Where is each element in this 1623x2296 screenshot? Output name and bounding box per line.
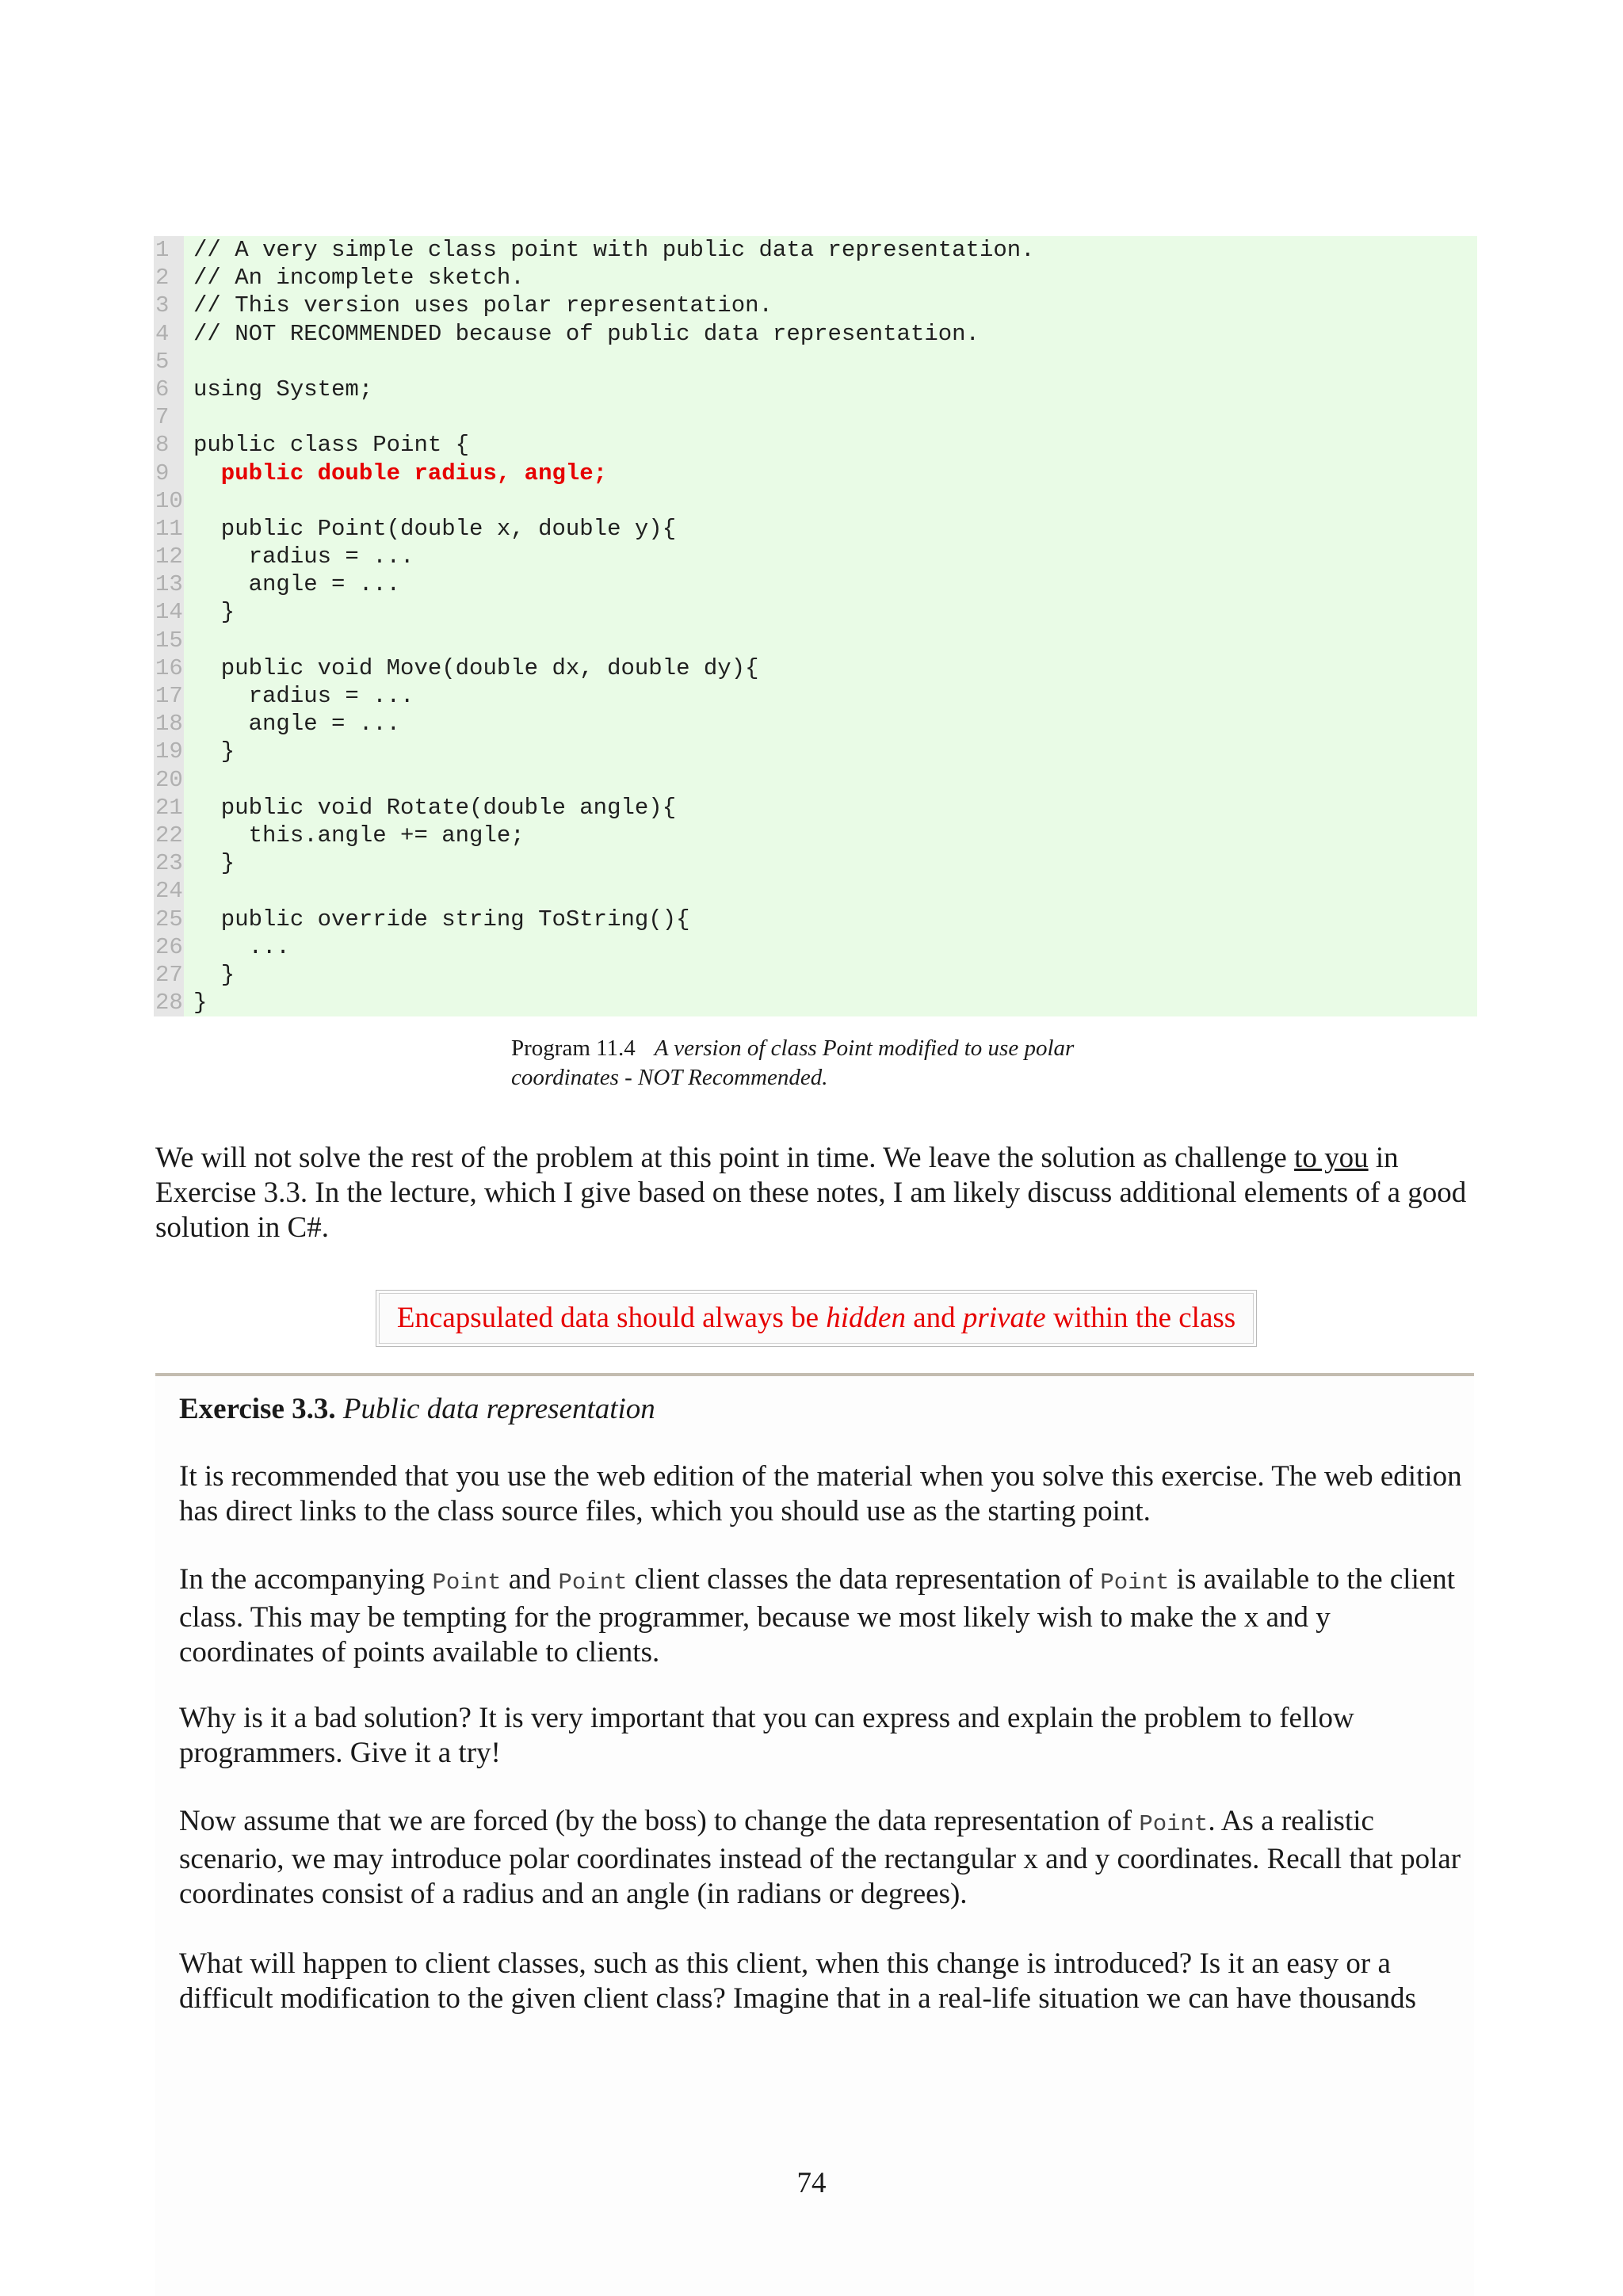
line-number: 15 (155, 627, 183, 654)
line-number: 1 (155, 237, 170, 263)
code-line (154, 376, 1477, 403)
code-text: } (193, 850, 235, 877)
code-line (154, 654, 1477, 682)
line-number: 21 (155, 794, 183, 821)
code-line (154, 627, 1477, 654)
line-number: 9 (155, 460, 170, 486)
exercise-number: Exercise 3.3. (179, 1393, 336, 1425)
code-line (154, 989, 1477, 1016)
code-text: public override string ToString(){ (193, 906, 690, 933)
callout-emphasis-private: private (962, 1302, 1046, 1334)
code-line (154, 348, 1477, 376)
exercise-paragraph-1: It is recommended that you use the web edition of the material when you solve this exercise. The web edition has direct links to the class source files, which you should use as the starting point. (179, 1460, 1462, 1527)
code-line (154, 710, 1477, 738)
exercise-paragraph-5: What will happen to client classes, such as this client, when this change is introduced? Is it an easy or a difficult modification to the given client class? Imagine that in a real-life situation we can have thousands (179, 1947, 1417, 2015)
line-number: 25 (155, 906, 183, 933)
callout-text (379, 1293, 1254, 1344)
code-line (154, 598, 1477, 626)
code-text: radius = ... (193, 683, 414, 709)
code-text: // A very simple class point with public data representation. (193, 237, 1035, 263)
code-line (154, 264, 1477, 292)
code-line (154, 794, 1477, 822)
exercise-paragraph-4 (179, 1804, 1463, 1912)
line-number: 18 (155, 711, 183, 738)
code-text: public void Move(double dx, double dy){ (193, 654, 759, 681)
to-you-link[interactable]: to you (1294, 1142, 1369, 1174)
line-number: 19 (155, 738, 183, 765)
ex-p4-text-a: Now assume that we are forced (by the boss) to change the data representation of (179, 1805, 1140, 1837)
point-link-2[interactable]: Point (558, 1569, 628, 1596)
code-text: using System; (193, 376, 373, 402)
body-text-1: We will not solve the rest of the problem at this point in time. We leave the solution as challenge (155, 1142, 1295, 1174)
line-number: 27 (155, 961, 183, 988)
body-text-2: in Exercise 3.3. In the lecture, which I give based on these notes, I am likely discuss additional elements of a good solution in C#. (155, 1142, 1467, 1244)
page-number: 74 (796, 2167, 827, 2199)
code-line (154, 849, 1477, 877)
code-lines (154, 236, 1477, 1016)
code-text: } (193, 599, 235, 626)
line-number: 23 (155, 850, 183, 877)
body-paragraph (155, 1141, 1487, 1245)
caption-label: Program 11.4 (511, 1035, 636, 1061)
line-number: 20 (155, 766, 183, 793)
line-number: 6 (155, 376, 170, 402)
code-text: // An incomplete sketch. (193, 265, 525, 292)
ex-p4-text-b: . As a realistic scenario, we may introduce polar coordinates instead of the rectangular x and y coordinates. Recall that polar coordinates consist of a radius and an angle (in radians or degrees). (179, 1805, 1461, 1910)
callout-box (376, 1290, 1257, 1347)
line-number: 13 (155, 571, 183, 598)
line-number: 16 (155, 654, 183, 681)
line-number: 12 (155, 543, 183, 570)
line-number: 8 (155, 432, 170, 459)
line-number: 17 (155, 683, 183, 709)
code-line (154, 906, 1477, 933)
exercise-paragraph-3: Why is it a bad solution? It is very important that you can express and explain the problem to fellow programmers. Give it a try! (179, 1702, 1354, 1769)
ex-p2-text-d: is available to the client class. This may be tempting for the programmer, because we most likely wish to make the x and y coordinates of points available to clients. (179, 1563, 1456, 1669)
callout-emphasis-hidden: hidden (826, 1302, 906, 1334)
code-line (154, 961, 1477, 989)
code-text: public double radius, angle; (193, 460, 608, 486)
code-text: public class Point { (193, 432, 470, 459)
caption-text: A version of class Point modified to use polar coordinates - NOT Recommended. (511, 1035, 1075, 1090)
line-number: 28 (155, 990, 183, 1016)
code-line (154, 431, 1477, 459)
exercise-title (179, 1392, 655, 1427)
code-line (154, 320, 1477, 348)
code-line (154, 543, 1477, 570)
exercise-box (155, 1376, 1474, 2296)
line-number: 24 (155, 878, 183, 905)
ex-p2-text-b: and (501, 1563, 559, 1596)
line-number: 3 (155, 292, 170, 319)
code-line (154, 292, 1477, 319)
code-line (154, 487, 1477, 515)
code-text: } (193, 961, 235, 988)
code-line (154, 236, 1477, 264)
code-text: } (193, 990, 208, 1016)
line-number: 5 (155, 348, 170, 375)
code-line (154, 877, 1477, 905)
line-number: 22 (155, 822, 183, 849)
code-text: angle = ... (193, 571, 401, 598)
ex-p2-text-c: client classes the data representation of (627, 1563, 1101, 1596)
code-text: angle = ... (193, 711, 401, 738)
code-text: // NOT RECOMMENDED because of public data representation. (193, 320, 980, 347)
code-line (154, 738, 1477, 765)
code-line (154, 515, 1477, 543)
code-line (154, 570, 1477, 598)
code-line (154, 682, 1477, 710)
exercise-paragraph-2 (179, 1562, 1463, 1670)
line-number: 11 (155, 515, 183, 542)
code-line (154, 766, 1477, 794)
code-text: this.angle += angle; (193, 822, 525, 849)
line-number: 2 (155, 265, 170, 292)
line-number: 26 (155, 933, 183, 960)
line-number: 14 (155, 599, 183, 626)
callout-part-2: and (905, 1302, 963, 1334)
code-text: } (193, 738, 235, 765)
exercise-title-text: Public data representation (342, 1393, 655, 1425)
line-number: 7 (155, 404, 170, 431)
code-listing (154, 236, 1477, 1016)
program-caption (511, 1034, 1161, 1093)
code-line (154, 822, 1477, 849)
code-text: public Point(double x, double y){ (193, 515, 677, 542)
callout-part-1: Encapsulated data should always be (396, 1302, 827, 1334)
callout-part-3: within the class (1045, 1302, 1236, 1334)
code-line (154, 933, 1477, 961)
line-number: 4 (155, 320, 170, 347)
code-text: public void Rotate(double angle){ (193, 794, 677, 821)
ex-p2-text-a: In the accompanying (179, 1563, 433, 1596)
line-number: 10 (155, 487, 183, 514)
point-link-1[interactable]: Point (432, 1569, 502, 1596)
code-line (154, 460, 1477, 487)
code-line (154, 403, 1477, 431)
code-text: // This version uses polar representation. (193, 292, 773, 319)
code-text: ... (193, 933, 290, 960)
code-text: radius = ... (193, 543, 414, 570)
point-code-3: Point (1100, 1569, 1170, 1596)
point-code-4: Point (1139, 1811, 1209, 1837)
